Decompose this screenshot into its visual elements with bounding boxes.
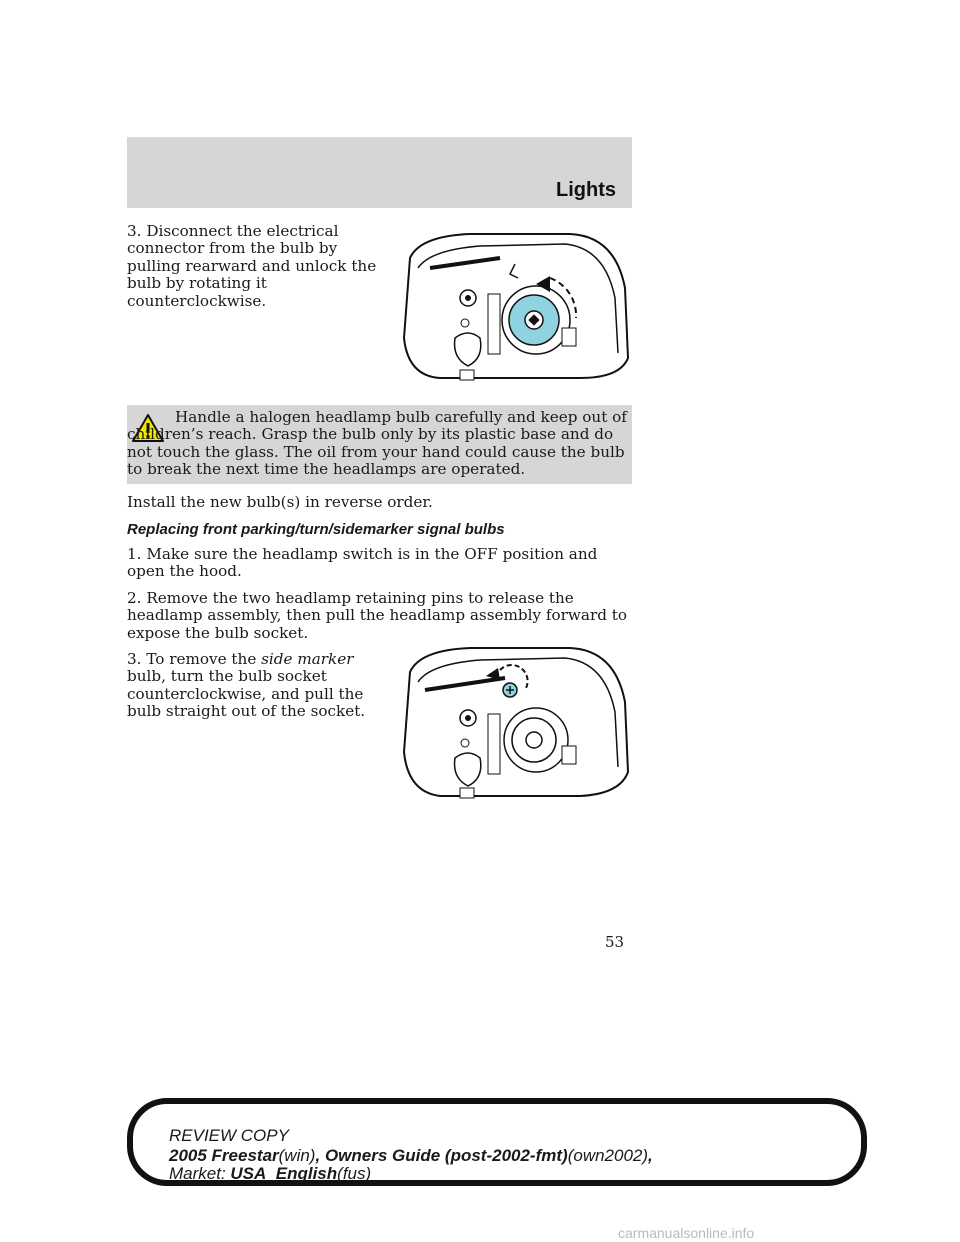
step3-disconnect-text: 3. Disconnect the electrical connector from the bulb by pulling rearward and unlock the bulb by rotating it counterclockwise.	[127, 222, 377, 310]
step3b-post: bulb, turn the bulb socket counterclockwise, and pull the bulb straight out of the socket.	[127, 667, 366, 721]
section-subheading: Replacing front parking/turn/sidemarker signal bulbs	[127, 521, 505, 538]
section-header-band	[127, 137, 632, 208]
review-copy-label: REVIEW COPY	[169, 1126, 289, 1145]
separator: ,	[315, 1146, 325, 1165]
install-text: Install the new bulb(s) in reverse order.	[127, 493, 433, 511]
model-name: 2005 Freestar	[169, 1146, 279, 1165]
step3-side-marker-text	[127, 651, 382, 721]
side-marker-bulb-illustration	[400, 642, 632, 802]
step1-text: 1. Make sure the headlamp switch is in the OFF position and open the hood.	[127, 545, 598, 581]
market-code: (fus)	[337, 1164, 372, 1183]
model-code: (win)	[278, 1146, 316, 1165]
section-title: Lights	[556, 179, 616, 201]
watermark: carmanualsonline.info	[618, 1225, 755, 1241]
guide-code: (own2002)	[567, 1146, 649, 1165]
review-copy-box	[127, 1098, 867, 1186]
headlamp-bulb-illustration	[400, 228, 632, 383]
market-name: USA_English	[230, 1164, 338, 1183]
review-model-line	[169, 1146, 653, 1166]
trailing-comma: ,	[648, 1146, 653, 1165]
step2-text: 2. Remove the two headlamp retaining pins to release the headlamp assembly, then pull the headlamp assembly forward to expose the bulb socket.	[127, 589, 628, 642]
side-marker-term: side marker	[261, 650, 354, 668]
review-market-line	[169, 1164, 371, 1184]
market-label: Market:	[169, 1164, 231, 1183]
warning-box	[127, 405, 632, 484]
page-number: 53	[605, 933, 625, 951]
warning-text: Handle a halogen headlamp bulb carefully and keep out of children’s reach. Grasp the bulb only by its plastic base and do not touch the glass. The oil from your hand could cause the bulb to break the next time the headlamps are operated.	[127, 408, 627, 479]
step3b-pre: 3. To remove the	[127, 650, 262, 668]
guide-name: Owners Guide (post-2002-fmt)	[324, 1146, 568, 1165]
